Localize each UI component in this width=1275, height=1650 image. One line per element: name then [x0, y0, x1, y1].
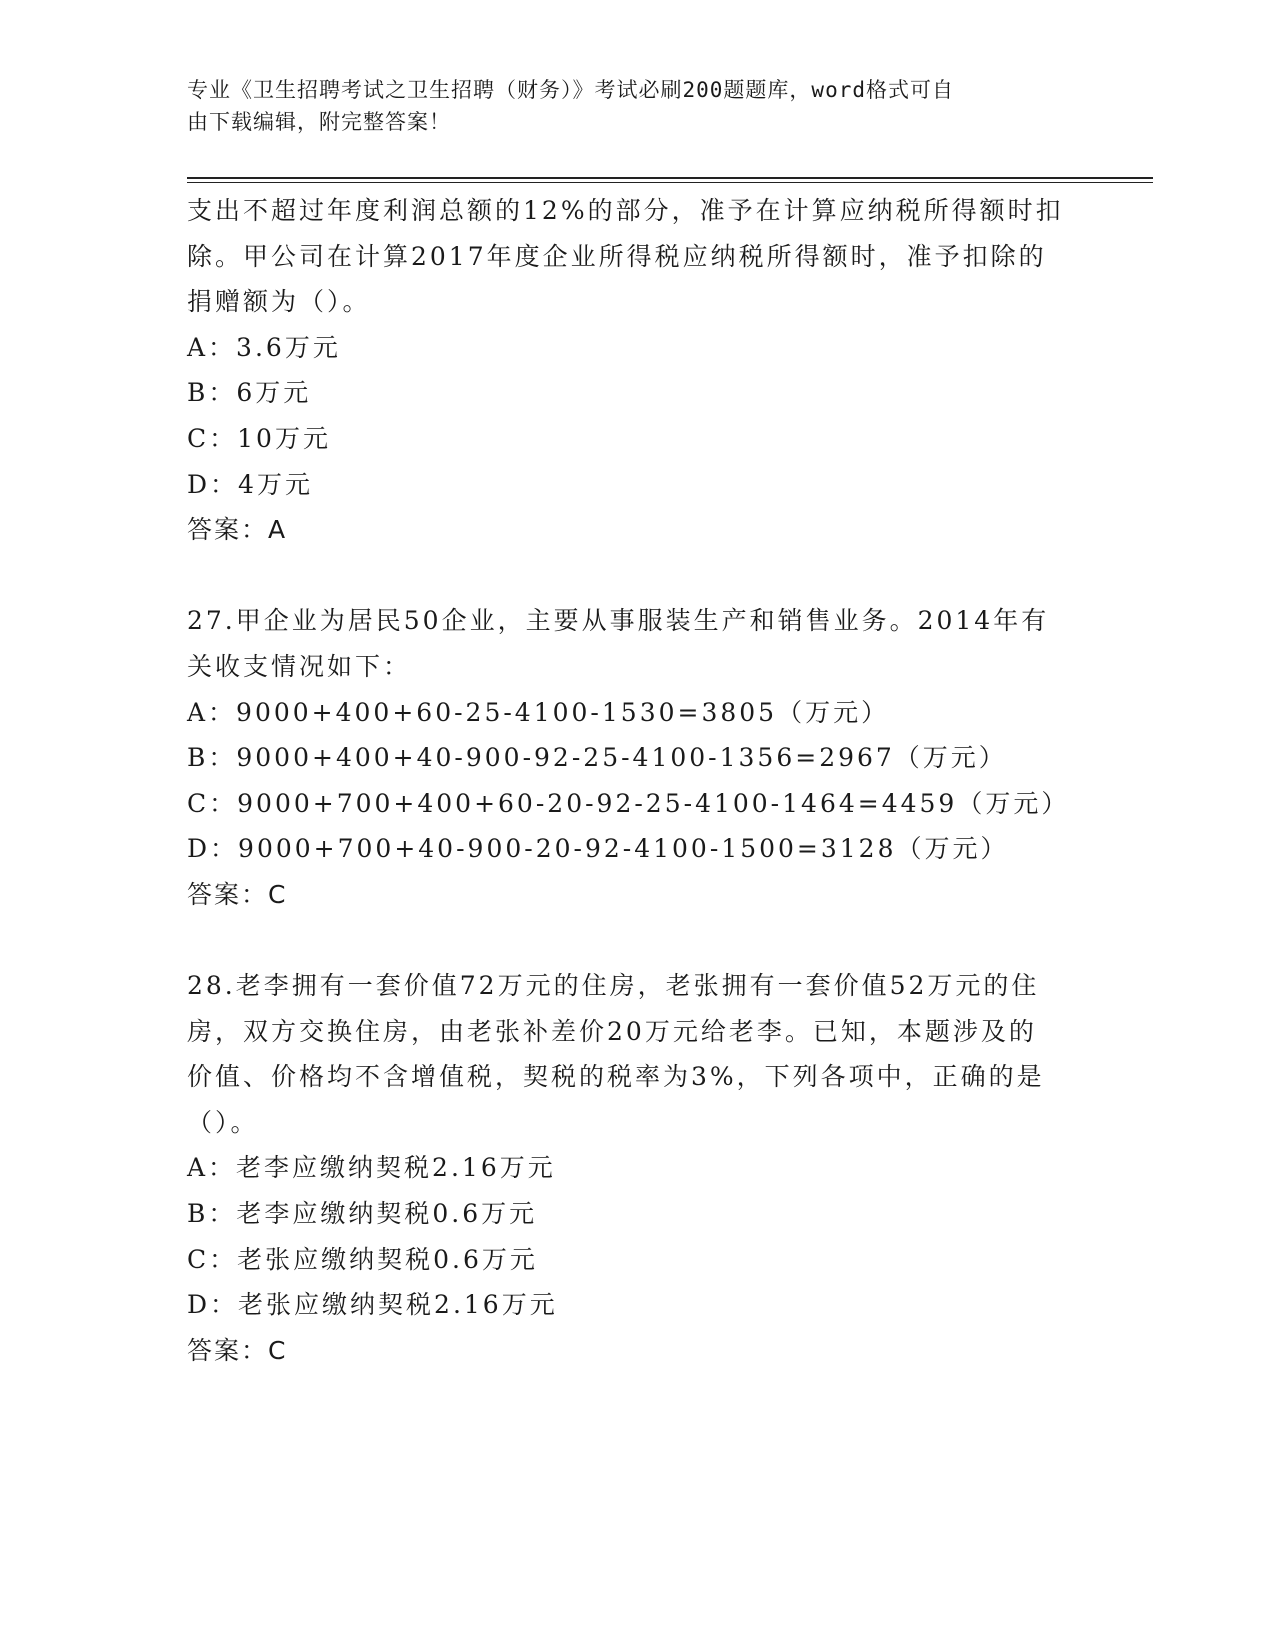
question-stem-line: 支出不超过年度利润总额的12%的部分，准予在计算应纳税所得额时扣: [187, 196, 1064, 225]
option-d: D：9000+700+40-900-20-92-4100-1500=3128（万元）: [187, 834, 1009, 864]
answer-line: 答案：A: [187, 515, 288, 545]
option-b: B：老李应缴纳契税0.6万元: [187, 1199, 538, 1229]
question-stem-line: 27.甲企业为居民50企业，主要从事服装生产和销售业务。2014年有: [187, 606, 1050, 636]
option-b: B：6万元: [187, 378, 312, 408]
option-a: A：老李应缴纳契税2.16万元: [187, 1153, 556, 1183]
option-a: A：3.6万元: [187, 332, 341, 362]
option-b: B：9000+400+40-900-92-25-4100-1356=2967（万元）: [187, 743, 1007, 773]
question-stem-line: （）。: [187, 1107, 259, 1137]
question-spacer: [187, 553, 1087, 599]
question-26: [187, 188, 1087, 553]
header-divider: [187, 177, 1153, 179]
question-28: [187, 963, 1087, 1373]
option-c: C：10万元: [187, 423, 331, 453]
question-stem-line: 除。甲公司在计算2017年度企业所得税应纳税所得额时，准予扣除的: [187, 241, 1047, 271]
question-stem-line: 房，双方交换住房，由老张补差价20万元给老李。已知，本题涉及的: [187, 1016, 1037, 1046]
question-27: [187, 598, 1087, 917]
document-header: [187, 74, 1067, 138]
answer-line: 答案：C: [187, 1335, 288, 1365]
answer-line: 答案：C: [187, 879, 288, 909]
option-d: D：老张应缴纳契税2.16万元: [187, 1290, 558, 1320]
option-c: C：老张应缴纳契税0.6万元: [187, 1244, 538, 1274]
header-line: 由下载编辑，附完整答案！: [187, 110, 451, 134]
option-c: C：9000+700+400+60-20-92-25-4100-1464=4459（万元）: [187, 788, 1070, 818]
header-line: 专业《卫生招聘考试之卫生招聘（财务）》考试必刷200题题库，word格式可自: [187, 78, 954, 102]
question-stem-line: 关收支情况如下：: [187, 651, 412, 681]
option-a: A：9000+400+60-25-4100-1530=3805（万元）: [187, 697, 890, 727]
question-spacer: [187, 918, 1087, 964]
header-divider: [187, 182, 1153, 183]
question-stem-line: 28.老李拥有一套价值72万元的住房，老张拥有一套价值52万元的住: [187, 971, 1040, 1001]
question-stem-line: 价值、价格均不含增值税，契税的税率为3%，下列各项中，正确的是: [187, 1062, 1045, 1092]
document-body: [187, 188, 1087, 1373]
option-d: D：4万元: [187, 469, 313, 499]
question-stem-line: 捐赠额为（）。: [187, 287, 371, 317]
